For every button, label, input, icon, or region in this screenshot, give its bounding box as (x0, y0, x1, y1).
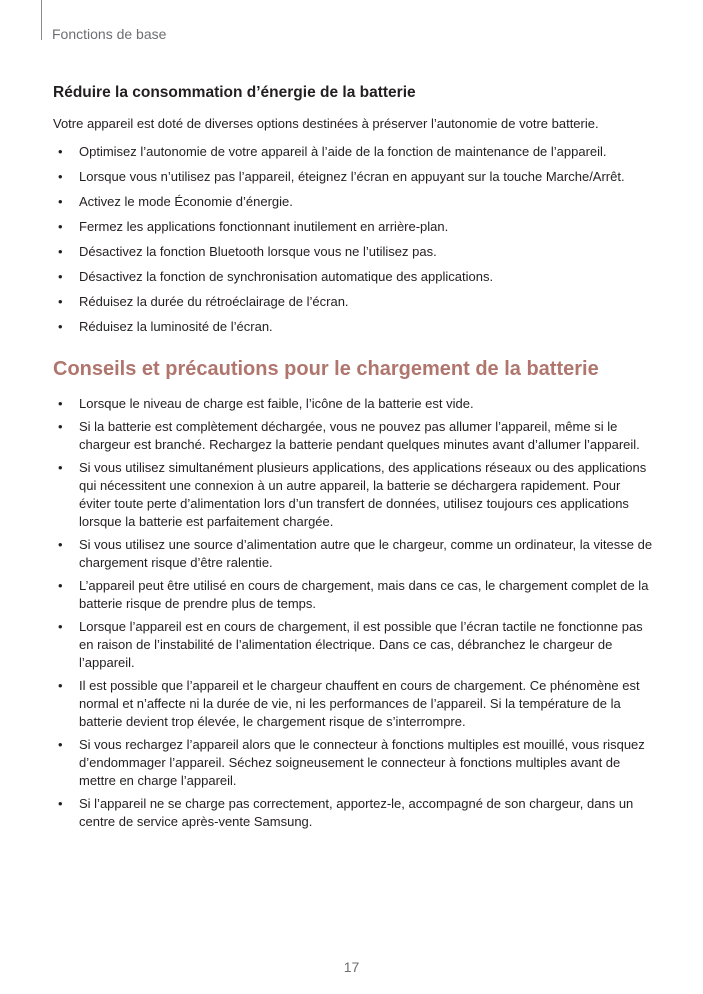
bullet-icon: • (58, 619, 63, 634)
bullet-icon: • (58, 144, 63, 159)
bullet-icon: • (58, 169, 63, 184)
bullet-icon: • (58, 244, 63, 259)
list-item-text: Désactivez la fonction Bluetooth lorsque vous ne l’utilisez pas. (79, 244, 437, 259)
list-item (53, 243, 653, 261)
list-item (53, 193, 653, 211)
bullet-icon: • (58, 460, 63, 475)
battery-saving-list (53, 143, 653, 343)
list-item (53, 677, 653, 731)
list-item (53, 395, 653, 413)
bullet-icon: • (58, 269, 63, 284)
list-item-text: Lorsque vous n’utilisez pas l’appareil, éteignez l’écran en appuyant sur la touche Marche/Arrêt. (79, 169, 625, 184)
list-item-text: Lorsque l’appareil est en cours de chargement, il est possible que l’écran tactile ne fonctionne pas en raison de l’instabilité de l’alimentation électrique. Dans ce cas, débranchez le chargeur de l’appareil. (79, 619, 643, 670)
bullet-icon: • (58, 796, 63, 811)
list-item-text: Activez le mode Économie d’énergie. (79, 194, 293, 209)
bullet-icon: • (58, 319, 63, 334)
list-item (53, 577, 653, 613)
list-item-text: Réduisez la luminosité de l’écran. (79, 319, 273, 334)
list-item (53, 795, 653, 831)
bullet-icon: • (58, 396, 63, 411)
bullet-icon: • (58, 294, 63, 309)
bullet-icon: • (58, 537, 63, 552)
section-title-charging-tips: Conseils et précautions pour le chargement de la batterie (53, 358, 599, 380)
page-number: 17 (343, 959, 360, 975)
section-intro: Votre appareil est doté de diverses options destinées à préserver l’autonomie de votre batterie. (53, 116, 599, 131)
list-item-text: Fermez les applications fonctionnant inutilement en arrière-plan. (79, 219, 449, 234)
bullet-icon: • (58, 678, 63, 693)
list-item (53, 268, 653, 286)
charging-tips-list (53, 395, 653, 836)
list-item-text: Si vous utilisez simultanément plusieurs applications, des applications réseaux ou des applications qui nécessitent une connexion à un autre appareil, la batterie se déchargera rapidement. Pour éviter toute perte d’alimentation lors d’un transfert de données, utilisez toujours ces applications lorsque la batterie est parfaitement chargée. (79, 460, 647, 529)
list-item (53, 536, 653, 572)
bullet-icon: • (58, 419, 63, 434)
list-item (53, 459, 653, 531)
list-item (53, 618, 653, 672)
header-title: Fonctions de base (52, 26, 167, 42)
bullet-icon: • (58, 219, 63, 234)
list-item (53, 736, 653, 790)
bullet-icon: • (58, 737, 63, 752)
list-item (53, 293, 653, 311)
list-item-text: Si vous utilisez une source d’alimentation autre que le chargeur, comme un ordinateur, la vitesse de chargement risque d’être ralentie. (79, 537, 653, 570)
list-item-text: Il est possible que l’appareil et le chargeur chauffent en cours de chargement. Ce phénomène est normal et n’affecte ni la durée de vie, ni les performances de l’appareil. Si la température de la batterie devient trop élevée, le chargement risque de s’interrompre. (79, 678, 640, 729)
header-divider (41, 0, 42, 40)
list-item (53, 318, 653, 336)
list-item (53, 168, 653, 186)
list-item (53, 218, 653, 236)
list-item-text: Si la batterie est complètement déchargée, vous ne pouvez pas allumer l’appareil, même si le chargeur est branché. Rechargez la batterie pendant quelques minutes avant d’allumer l’appareil. (79, 419, 640, 452)
bullet-icon: • (58, 578, 63, 593)
bullet-icon: • (58, 194, 63, 209)
list-item-text: Désactivez la fonction de synchronisation automatique des applications. (79, 269, 494, 284)
list-item-text: Lorsque le niveau de charge est faible, l’icône de la batterie est vide. (79, 396, 474, 411)
list-item-text: Si vous rechargez l’appareil alors que le connecteur à fonctions multiples est mouillé, vous risquez d’endommager l’appareil. Séchez soigneusement le connecteur à fonctions multiples avant de mettre en charge l’appareil. (79, 737, 645, 788)
list-item-text: L’appareil peut être utilisé en cours de chargement, mais dans ce cas, le chargement complet de la batterie risque de prendre plus de temps. (79, 578, 649, 611)
list-item-text: Réduisez la durée du rétroéclairage de l’écran. (79, 294, 349, 309)
list-item-text: Si l’appareil ne se charge pas correctement, apportez-le, accompagné de son chargeur, dans un centre de service après-vente Samsung. (79, 796, 634, 829)
list-item-text: Optimisez l’autonomie de votre appareil à l’aide de la fonction de maintenance de l’appareil. (79, 144, 607, 159)
list-item (53, 418, 653, 454)
list-item (53, 143, 653, 161)
section-heading-battery-saving: Réduire la consommation d’énergie de la batterie (53, 84, 416, 101)
